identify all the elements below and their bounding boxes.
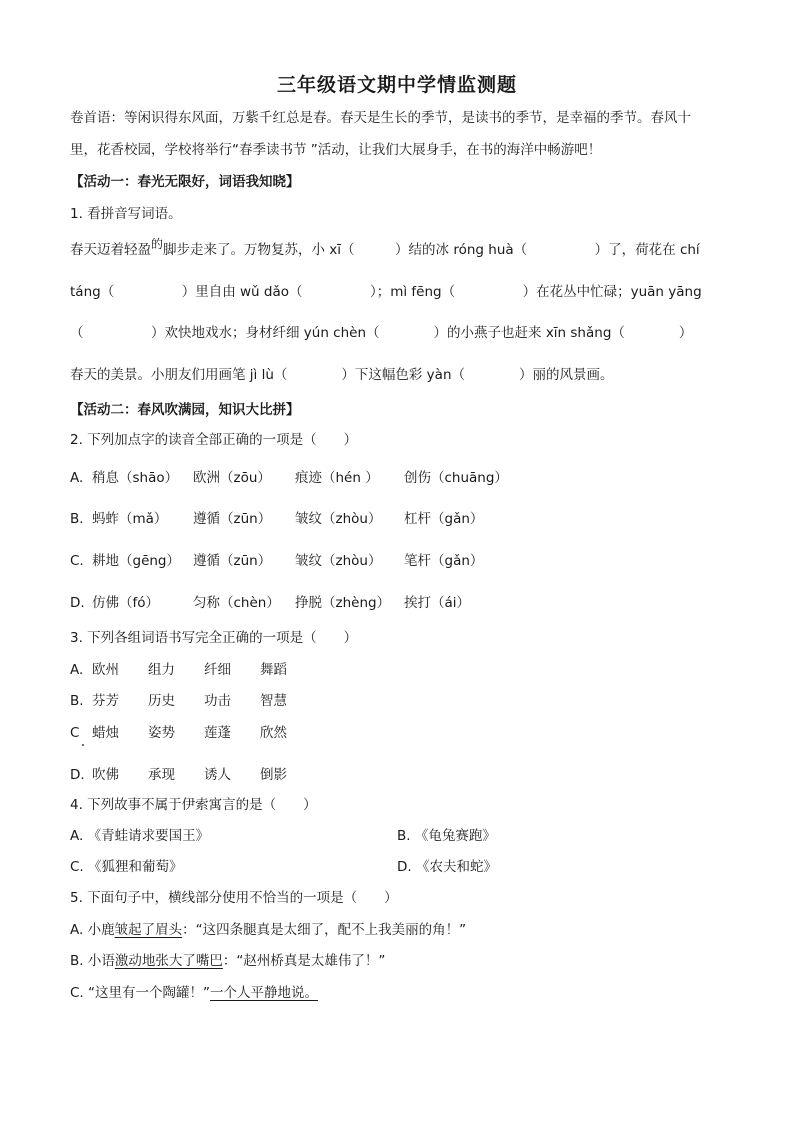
q3-option-row-3-cell-2: 承现 [148,767,175,783]
q5-option-b [70,951,385,971]
q2-option-row-0-cell-1: 稍息（shāo） [92,470,179,486]
intro-line-1: 卷首语：等闲识得东风面，万紫千红总是春。春天是生长的季节，是读书的季节，是幸福的季节。春风十 [70,110,691,126]
q2-option-row-0-cell-4: 创伤（chuāng） [404,470,508,486]
q5-stem: 5. 下面句子中，横线部分使用不恰当的一项是（ ） [70,890,398,906]
q2-option-row-3-cell-0: D. [70,595,85,611]
stray-dot-mark [82,744,84,746]
q4-option-b: B. 《龟兔赛跑》 [397,828,496,844]
q5-option-a [70,920,466,940]
q3-option-row-1-cell-0: B. [70,693,84,709]
q2-option-row-2-cell-3: 皱纹（zhòu） [295,553,382,569]
q2-option-row-1-cell-0: B. [70,511,84,527]
q5-option-a-post: ：“这四条腿真是太细了，配不上我美丽的角！” [182,922,467,938]
q1-line-4: 春天的美景。小朋友们用画笔 jì lù（ ）下这幅色彩 yàn（ ）丽的风景画。 [70,367,614,383]
q4-option-c: C. 《狐狸和葡萄》 [70,859,183,875]
q3-option-row-3-cell-1: 吹佛 [92,767,119,783]
q3-option-row-1-cell-2: 历史 [148,693,175,709]
q2-option-row-3-cell-1: 仿佛（fó） [92,595,160,611]
q3-option-row-2-cell-0: C [70,725,80,741]
q2-option-row-1-cell-3: 皱纹（zhòu） [295,511,382,527]
q3-option-row-0-cell-0: A. [70,662,84,678]
q3-option-row-3-cell-0: D. [70,767,85,783]
q4-stem: 4. 下列故事不属于伊索寓言的是（ ） [70,797,317,813]
q2-option-row-2-cell-4: 笔杆（gǎn） [404,553,484,569]
q2-option-row-3-cell-3: 挣脱（zhèng） [295,595,391,611]
q2-option-row-0-cell-0: A. [70,470,84,486]
q2-option-row-2-cell-1: 耕地（gēng） [92,553,181,569]
q3-option-row-0-cell-3: 纤细 [204,662,231,678]
q5-option-a-underlined: 皱起了眉头 [114,922,183,938]
q2-option-row-1-cell-4: 杠杆（gǎn） [404,511,484,527]
q2-option-row-2-cell-0: C. [70,553,84,569]
page-title: 三年级语文期中学情监测题 [276,74,517,96]
q2-option-row-3-cell-2: 匀称（chèn） [193,595,280,611]
q3-option-row-2-cell-4: 欣然 [260,725,287,741]
q3-option-row-2-cell-2: 姿势 [148,725,175,741]
q2-option-row-0-cell-3: 痕迹（hén ） [295,470,379,486]
q3-option-row-1-cell-3: 功击 [204,693,231,709]
q2-option-row-1-cell-2: 遵循（zūn） [193,511,272,527]
q1-stem: 1. 看拼音写词语。 [70,206,182,222]
q2-stem: 2. 下列加点字的读音全部正确的一项是（ ） [70,432,358,448]
q3-option-row-3-cell-3: 诱人 [204,767,231,783]
q1-line-3: （ ）欢快地戏水；身材纤细 yún chèn（ ）的小燕子也赶来 xīn shǎng（ ） [70,325,693,341]
q2-option-row-1-cell-1: 蚂蚱（mǎ） [92,511,168,527]
q2-option-row-0-cell-2: 欧洲（zōu） [193,470,271,486]
q4-option-d: D. 《农夫和蛇》 [397,859,497,875]
q1-line-1 [70,237,700,260]
q3-option-row-1-cell-1: 芬芳 [92,693,119,709]
q3-option-row-2-cell-3: 莲蓬 [204,725,231,741]
q5-option-b-pre: B. 小语 [70,953,115,969]
q1-line-1-sup: 的 [151,237,164,251]
q2-option-row-3-cell-4: 挨打（ái） [404,595,471,611]
q5-option-c [70,983,318,1003]
q3-option-row-3-cell-4: 倒影 [260,767,287,783]
q5-option-b-underlined: 激动地张大了嘴巴 [114,953,223,969]
activity-1-heading: 【活动一：春光无限好，词语我知晓】 [70,174,300,190]
q1-line-1-c: 脚步走来了。万物复苏，小 xī（ ）结的冰 róng huà（ ）了，荷花在 chí [163,242,700,258]
q3-option-row-0-cell-4: 舞蹈 [260,662,287,678]
q5-option-b-post: ：“赵州桥真是太雄伟了！” [222,953,386,969]
q3-option-row-0-cell-1: 欧州 [92,662,119,678]
intro-line-2: 里，花香校园，学校将举行“春季读书节 ”活动，让我们大展身手，在书的海洋中畅游吧！ [70,142,602,158]
q4-option-a: A. 《青蛙请求要国王》 [70,828,210,844]
q1-line-2: táng（ ）里自由 wǔ dǎo（ ）；mì fēng（ ）在花丛中忙碌；yuān yāng [70,284,702,300]
q5-option-a-pre: A. 小鹿 [70,922,115,938]
q5-option-c-underlined: 一个人平静地说。 [210,985,318,1001]
q2-option-row-2-cell-2: 遵循（zūn） [193,553,272,569]
q3-option-row-0-cell-2: 组力 [148,662,175,678]
q1-line-1-a: 春天迈着轻盈 [70,242,151,258]
q3-stem: 3. 下列各组词语书写完全正确的一项是（ ） [70,630,358,646]
q5-option-c-pre: C. “这里有一个陶罐！” [70,985,210,1001]
activity-2-heading: 【活动二：春风吹满园，知识大比拼】 [70,402,300,418]
q3-option-row-1-cell-4: 智慧 [260,693,287,709]
q3-option-row-2-cell-1: 蜡烛 [92,725,119,741]
